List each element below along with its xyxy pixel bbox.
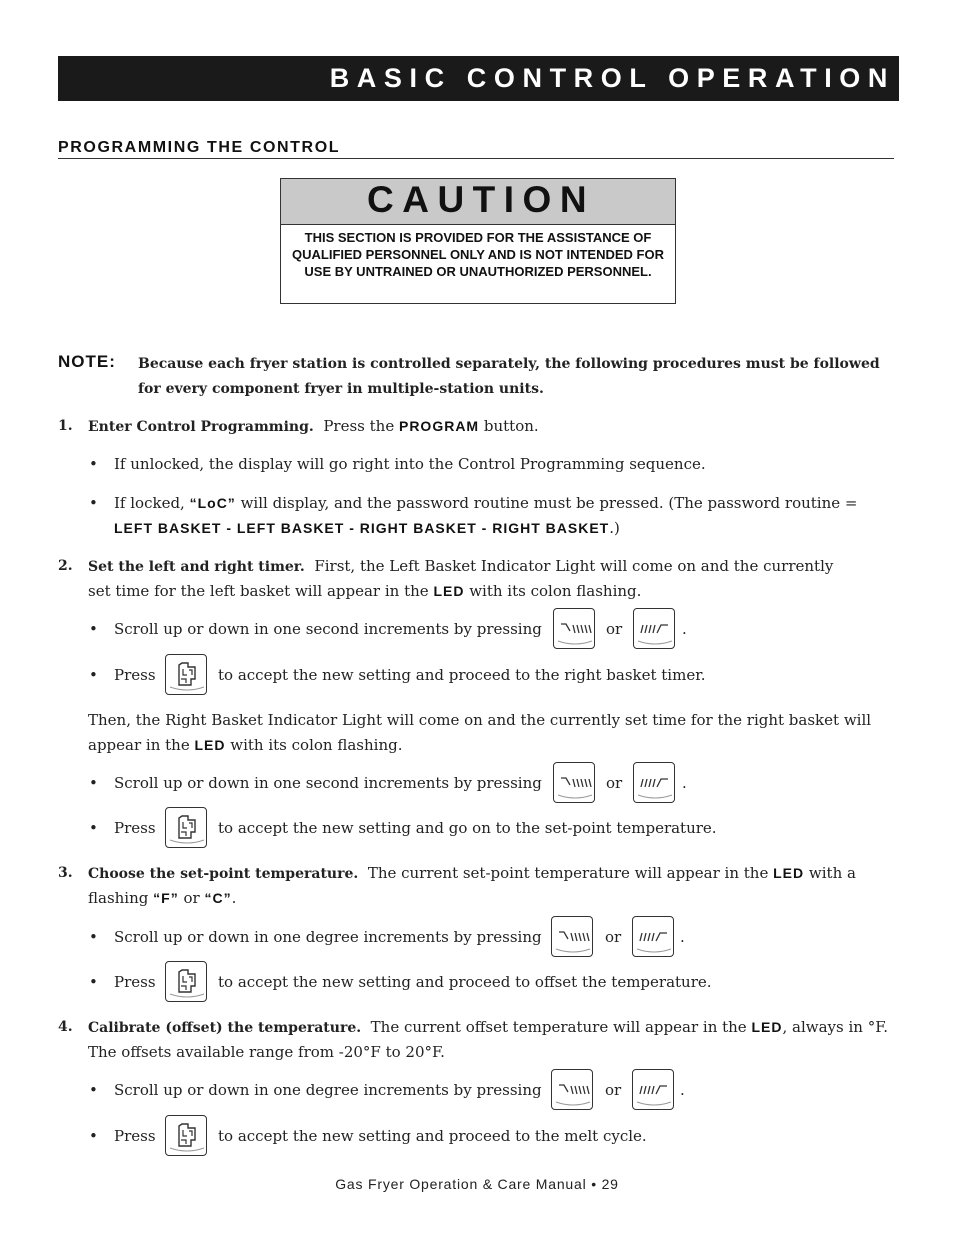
caution-box [280, 178, 676, 304]
down-arrow-icon [554, 609, 596, 650]
scroll-down-button[interactable] [553, 608, 595, 649]
press-text: Press [114, 1127, 156, 1145]
step2-line [88, 554, 833, 580]
step-title: Set the left and right timer. [88, 559, 305, 575]
step2-line2 [88, 579, 641, 604]
step-text: , always in °F. [782, 1018, 889, 1036]
bullet-glyph: • [89, 973, 98, 991]
bullet-text: to accept the new setting and proceed to offset the temperature. [218, 973, 712, 991]
bullet-glyph: • [89, 1127, 98, 1145]
period: . [680, 928, 685, 946]
program-icon [166, 808, 208, 849]
or-text: or [605, 928, 622, 946]
bullet-text [114, 491, 857, 516]
bullet-text: Scroll up or down in one second increments by pressing [114, 774, 542, 792]
then-text: Then, the Right Basket Indicator Light will come on and the currently set time for the right basket will [88, 711, 872, 729]
step-text: button. [483, 417, 539, 435]
step1-line [88, 414, 539, 440]
led-keyword: LED [773, 865, 805, 881]
scroll-up-button[interactable] [633, 608, 675, 649]
bullet-glyph: • [89, 928, 98, 946]
scroll-up-button[interactable] [632, 1069, 674, 1110]
step-title: Calibrate (offset) the temperature. [88, 1020, 362, 1036]
step4-line [88, 1015, 888, 1041]
program-icon [166, 1116, 208, 1157]
or-text: or [605, 1081, 622, 1099]
program-icon [166, 655, 208, 696]
page-footer: Gas Fryer Operation & Care Manual • 29 [335, 1176, 619, 1192]
bullet-glyph: • [89, 666, 98, 684]
scroll-up-button[interactable] [633, 762, 675, 803]
step-text: or [183, 889, 200, 907]
step-text: appear in the [88, 736, 190, 754]
bullet-text: Scroll up or down in one degree increments by pressing [114, 928, 542, 946]
program-button[interactable] [165, 961, 207, 1002]
period: . [682, 620, 687, 638]
then-text-2 [88, 733, 402, 758]
scroll-down-button[interactable] [551, 1069, 593, 1110]
header-bar [58, 56, 899, 101]
f-keyword: “F” [153, 890, 179, 906]
section-rule [58, 158, 894, 159]
bullet-text: If unlocked, the display will go right into the Control Programming sequence. [114, 455, 706, 473]
routine-end: .) [609, 519, 620, 537]
caution-text: THIS SECTION IS PROVIDED FOR THE ASSISTANCE OF QUALIFIED PERSONNEL ONLY AND IS NOT INTENDED FOR USE BY UNTRAINED OR UNAUTHORIZED PERSONNEL. [292, 230, 664, 279]
scroll-down-button[interactable] [553, 762, 595, 803]
press-text: Press [114, 666, 156, 684]
note-label: NOTE: [58, 352, 116, 371]
step-text: with its colon flashing. [469, 582, 642, 600]
bullet-glyph: • [89, 455, 98, 473]
or-text: or [606, 620, 623, 638]
caution-header [281, 179, 675, 225]
step-text: The current set-point temperature will appear in the [367, 864, 769, 882]
page-title: BASIC CONTROL OPERATION [329, 63, 895, 93]
routine-keyword: LEFT BASKET - LEFT BASKET - RIGHT BASKET - RIGHT BASKET [114, 520, 610, 536]
step-number: 3. [58, 865, 73, 881]
program-keyword: PROGRAM [398, 418, 480, 434]
program-button[interactable] [165, 1115, 207, 1156]
or-text: or [606, 774, 623, 792]
bullet-text: Scroll up or down in one degree increments by pressing [114, 1081, 542, 1099]
down-arrow-icon [552, 917, 594, 958]
step3-line2 [88, 886, 236, 911]
program-icon [166, 962, 208, 1003]
bullet-text: to accept the new setting and proceed to the right basket timer. [218, 666, 706, 684]
bullet-text: Scroll up or down in one second increments by pressing [114, 620, 542, 638]
bullet-text: to accept the new setting and proceed to the melt cycle. [218, 1127, 647, 1145]
bullet-glyph: • [89, 774, 98, 792]
step-text: . [231, 889, 237, 907]
program-button[interactable] [165, 807, 207, 848]
program-button[interactable] [165, 654, 207, 695]
c-keyword: “C” [204, 890, 232, 906]
step-number: 2. [58, 558, 73, 574]
step4-line2: The offsets available range from -20°F to 20°F. [88, 1043, 445, 1061]
caution-title: CAUTION [367, 179, 596, 220]
bullet-text: to accept the new setting and go on to the set-point temperature. [218, 819, 717, 837]
password-routine [114, 516, 620, 541]
step-text: Press the [323, 417, 395, 435]
bullet-text-part: If locked, [114, 494, 185, 512]
up-arrow-icon [633, 1070, 675, 1111]
press-text: Press [114, 819, 156, 837]
bullet-glyph: • [89, 1081, 98, 1099]
bullet-glyph: • [89, 620, 98, 638]
down-arrow-icon [554, 763, 596, 804]
step-number: 4. [58, 1019, 73, 1035]
bullet-text-part: will display, and the password routine must be pressed. (The password routine = [240, 494, 858, 512]
step-text: with its colon flashing. [230, 736, 403, 754]
led-keyword: LED [194, 737, 226, 753]
scroll-up-button[interactable] [632, 916, 674, 957]
period: . [682, 774, 687, 792]
bullet-glyph: • [89, 819, 98, 837]
step-number: 1. [58, 418, 73, 434]
down-arrow-icon [552, 1070, 594, 1111]
led-keyword: LED [433, 583, 465, 599]
step-title: Choose the set-point temperature. [88, 866, 359, 882]
bullet-glyph: • [89, 494, 98, 512]
step-text: The current offset temperature will appear in the [370, 1018, 747, 1036]
loc-keyword: “LoC” [189, 495, 236, 511]
step-title: Enter Control Programming. [88, 419, 314, 435]
step-text: First, the Left Basket Indicator Light will come on and the currently [314, 557, 834, 575]
led-keyword: LED [751, 1019, 783, 1035]
step3-line [88, 861, 856, 887]
step-text: with a [808, 864, 856, 882]
note-text: Because each fryer station is controlled separately, the following procedures must be followed for every component fryer in multiple-station units. [138, 356, 880, 397]
step-text: set time for the left basket will appear in the [88, 582, 429, 600]
up-arrow-icon [634, 763, 676, 804]
press-text: Press [114, 973, 156, 991]
up-arrow-icon [633, 917, 675, 958]
scroll-down-button[interactable] [551, 916, 593, 957]
period: . [680, 1081, 685, 1099]
section-title: PROGRAMMING THE CONTROL [58, 139, 341, 156]
step-text: flashing [88, 889, 149, 907]
up-arrow-icon [634, 609, 676, 650]
